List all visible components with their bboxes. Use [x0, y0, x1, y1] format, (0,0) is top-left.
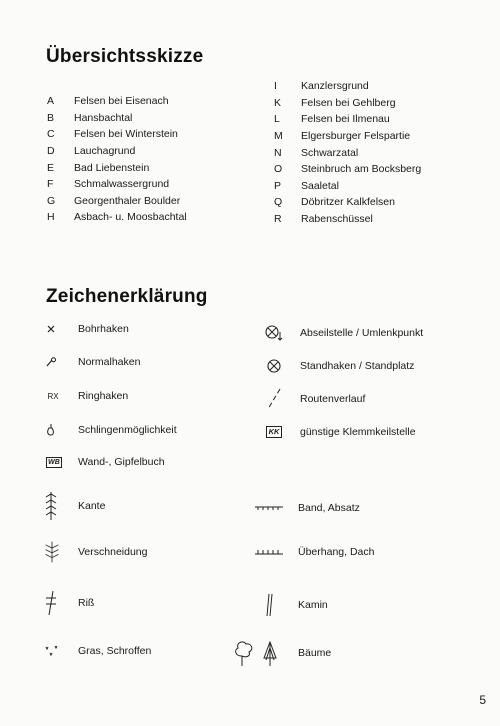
- overview-letter: A: [47, 95, 55, 108]
- overview-name: Felsen bei Eisenach: [74, 95, 169, 108]
- legend-item-gras: [44, 644, 151, 658]
- legend-item-ueberhang: [254, 546, 374, 558]
- overview-name: Schmalwassergrund: [74, 178, 170, 191]
- chock-icon: KK: [266, 426, 283, 438]
- page-number: 5: [479, 693, 486, 707]
- legend-item-kante: [44, 491, 105, 521]
- wall-book-icon: WB: [48, 458, 60, 466]
- overview-item: [47, 209, 187, 226]
- overview-name: Georgenthaler Boulder: [74, 194, 181, 207]
- legend-item-band: [254, 502, 360, 514]
- overview-list-left: [47, 93, 187, 226]
- overview-title: Übersichtsskizze: [46, 46, 204, 67]
- legend-item-normalhaken: [44, 356, 140, 368]
- overview-letter: P: [274, 179, 282, 192]
- overview-name: Elgersburger Felspartie: [301, 130, 411, 143]
- overview-item: [274, 78, 421, 95]
- overview-letter: G: [47, 194, 56, 207]
- legend-label: Standhaken / Standplatz: [300, 360, 415, 372]
- chimney-icon: [254, 593, 284, 617]
- legend-item-ringhaken: [44, 390, 128, 402]
- overview-item: [47, 126, 187, 143]
- overview-name: Rabenschüssel: [301, 213, 373, 226]
- legend-label: Gras, Schroffen: [78, 645, 152, 657]
- overview-name: Felsen bei Winterstein: [74, 128, 178, 141]
- legend-item-klemmkeil: [264, 426, 416, 438]
- overview-name: Felsen bei Gehlberg: [301, 96, 396, 109]
- overview-letter: K: [274, 96, 282, 109]
- legend-label: Verschneidung: [78, 546, 148, 558]
- legend-item-schlinge: [44, 423, 177, 437]
- dihedral-icon: [44, 538, 60, 566]
- ledge-icon: [254, 504, 284, 512]
- overview-name: Döbritzer Kalkfelsen: [301, 196, 395, 209]
- legend-title: Zeichenerklärung: [46, 286, 208, 307]
- legend-label: Schlingenmöglichkeit: [78, 424, 177, 436]
- overview-name: Steinbruch am Bocksberg: [301, 163, 422, 176]
- overview-letter: N: [274, 146, 282, 159]
- edge-icon: [44, 491, 58, 521]
- overview-letter: C: [47, 128, 55, 141]
- legend-label: Ringhaken: [78, 390, 129, 402]
- legend-label: Bäume: [298, 647, 332, 659]
- legend-item-baeume: [232, 638, 331, 668]
- overview-list-right: [274, 78, 421, 227]
- legend-label: Kante: [78, 500, 106, 512]
- belay-icon: [264, 358, 284, 374]
- legend-label: günstige Klemmkeilstelle: [300, 426, 416, 438]
- overview-item: [274, 111, 421, 128]
- overview-name: Kanzlersgrund: [301, 80, 369, 93]
- legend-label: Routenverlauf: [300, 393, 366, 405]
- route-line-icon: [264, 388, 284, 410]
- legend-item-standhaken: [264, 358, 414, 374]
- legend-label: Kamin: [298, 599, 328, 611]
- overview-name: Lauchagrund: [74, 145, 136, 158]
- overview-item: [274, 161, 421, 178]
- overview-name: Hansbachtal: [74, 111, 133, 124]
- overview-name: Asbach- u. Moosbachtal: [74, 211, 187, 224]
- grass-icon: [44, 644, 62, 658]
- overview-item: [47, 159, 187, 176]
- overview-name: Bad Liebenstein: [74, 161, 150, 174]
- overview-name: Saaletal: [301, 179, 339, 192]
- overview-letter: F: [47, 178, 54, 191]
- legend-item-routenverlauf: [264, 388, 365, 410]
- overview-item: [47, 176, 187, 193]
- overview-item: [47, 193, 187, 210]
- overview-item: [274, 178, 421, 195]
- legend-label: Abseilstelle / Umlenkpunkt: [300, 327, 424, 339]
- legend-item-wandbuch: [44, 456, 165, 468]
- overview-letter: R: [274, 213, 282, 226]
- legend-item-riss: [44, 590, 94, 616]
- overview-item: [274, 128, 421, 145]
- overview-name: Felsen bei Ilmenau: [301, 113, 390, 126]
- legend-item-abseilstelle: [264, 324, 423, 342]
- legend-item-verschneidung: [44, 538, 147, 566]
- overview-item: [47, 143, 187, 160]
- rappel-icon: [264, 324, 284, 342]
- overview-letter: L: [274, 113, 280, 126]
- overview-letter: D: [47, 145, 55, 158]
- overview-letter: M: [274, 130, 283, 143]
- bolt-x-icon: [44, 324, 58, 334]
- overview-item: [274, 144, 421, 161]
- sling-icon: [44, 423, 58, 437]
- overview-item: [274, 211, 421, 228]
- legend-label: Bohrhaken: [78, 323, 129, 335]
- overview-letter: I: [274, 80, 277, 93]
- overview-letter: O: [274, 163, 283, 176]
- legend-label: Überhang, Dach: [298, 546, 375, 558]
- overview-item: [47, 110, 187, 127]
- overview-letter: Q: [274, 196, 283, 209]
- overview-item: [274, 95, 421, 112]
- overview-item: [47, 93, 187, 110]
- legend-label: Band, Absatz: [298, 502, 360, 514]
- legend-label: Wand-, Gipfelbuch: [78, 456, 165, 468]
- legend-label: Riß: [78, 597, 95, 609]
- overview-name: Schwarzatal: [301, 146, 359, 159]
- overview-letter: E: [47, 161, 55, 174]
- legend-item-bohrhaken: [44, 323, 129, 335]
- normal-hook-icon: [44, 357, 58, 367]
- overhang-icon: [254, 548, 284, 556]
- overview-letter: B: [47, 111, 55, 124]
- legend-item-kamin: [254, 593, 328, 617]
- overview-letter: H: [47, 211, 55, 224]
- crack-icon: [44, 590, 58, 616]
- overview-item: [274, 194, 421, 211]
- ring-hook-icon: RX: [47, 391, 59, 401]
- trees-icon: [232, 638, 286, 668]
- legend-label: Normalhaken: [78, 356, 141, 368]
